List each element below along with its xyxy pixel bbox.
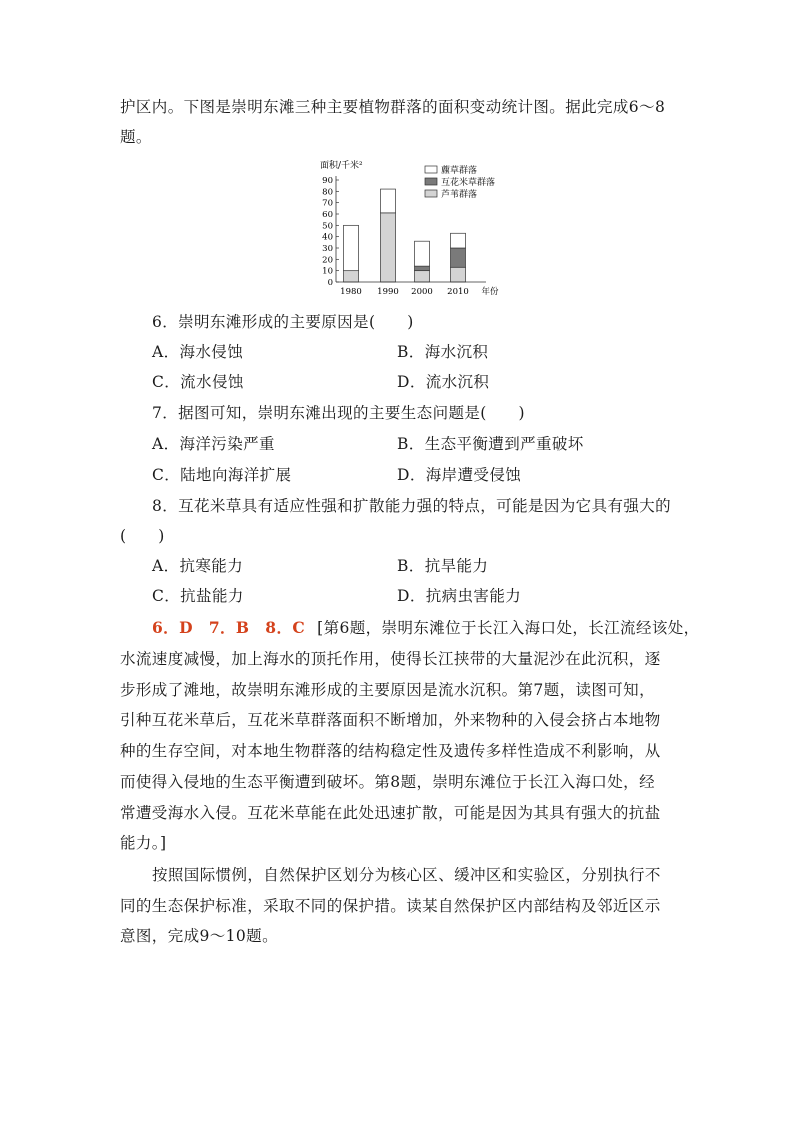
q6-stem: 6．崇明东滩形成的主要原因是( ): [152, 313, 414, 331]
bar-segment-2010: [451, 248, 466, 267]
q6-option-c: C．流水侵蚀: [152, 373, 244, 391]
q8-stem-line-1: 8．互花米草具有适应性强和扩散能力强的特点，可能是因为它具有强大的: [152, 497, 672, 515]
y-axis-label: 面积/千米²: [320, 161, 363, 171]
x-tick-label: 1980: [340, 287, 362, 297]
q8-stem-line-2: ( ): [120, 527, 165, 545]
y-tick-label: 20: [322, 255, 333, 266]
answer-explanation-start: [第6题，崇明东滩位于长江入海口处，长江流经该处，: [317, 619, 700, 637]
q7-option-a: A．海洋污染严重: [152, 435, 275, 453]
q7-option-d: D．海岸遭受侵蚀: [397, 466, 522, 484]
y-tick-label: 0: [327, 278, 333, 288]
answer-line-2: 水流速度减慢，加上海水的顶托作用，使得长江挟带的大量泥沙在此沉积，逐: [120, 650, 661, 668]
answer-line-7: 常遭受海水入侵。互花米草能在此处迅速扩散，可能是因为其具有强大的抗盐: [120, 804, 661, 822]
q8-option-a: A．抗寒能力: [152, 557, 244, 575]
q7-option-b: B．生态平衡遭到严重破坏: [397, 435, 584, 453]
answer-line-1: [152, 617, 700, 639]
y-tick-label: 10: [322, 266, 333, 277]
legend-swatch: [425, 166, 437, 173]
bar-segment-1990: [381, 213, 396, 282]
bar-segment-1980: [344, 271, 359, 282]
bar-segment-2010: [451, 233, 466, 248]
bars: [344, 189, 466, 282]
x-tick-label: 2000: [411, 287, 433, 297]
answer-key: 6．D 7．B 8．C: [152, 618, 306, 637]
y-tick-label: 30: [322, 244, 333, 254]
q6-option-a: A．海水侵蚀: [152, 343, 244, 361]
legend-swatch: [425, 190, 437, 197]
legend-swatch: [425, 178, 437, 185]
intro-line-2: 题。: [120, 128, 152, 146]
y-tick-label: 40: [322, 232, 333, 243]
q7-stem: 7．据图可知，崇明东滩出现的主要生态问题是( ): [152, 404, 525, 422]
legend-label: 藨草群落: [441, 166, 478, 176]
answer-line-3: 步形成了滩地，故崇明东滩形成的主要原因是流水沉积。第7题，读图可知，: [120, 681, 655, 699]
y-tick-label: 70: [322, 198, 333, 209]
x-tick-label: 1990: [377, 287, 399, 297]
answer-line-5: 种的生存空间，对本地生物群落的结构稳定性及遗传多样性造成不利影响，从: [120, 742, 661, 760]
bar-segment-2000: [415, 271, 430, 282]
chart-svg: [318, 158, 518, 300]
next-intro-line-1: 按照国际惯例，自然保护区划分为核心区、缓冲区和实验区，分别执行不: [152, 866, 661, 884]
q8-option-b: B．抗旱能力: [397, 557, 489, 575]
legend-label: 芦苇群落: [441, 190, 478, 200]
q7-option-c: C．陆地向海洋扩展: [152, 466, 292, 484]
x-axis: [336, 282, 499, 297]
bar-segment-2010: [451, 267, 466, 282]
y-tick-label: 80: [322, 187, 333, 198]
chart-legend: [425, 164, 495, 200]
x-tick-label: 2010: [447, 287, 469, 297]
y-axis: [322, 176, 339, 288]
q6-option-b: B．海水沉积: [397, 343, 489, 361]
q8-option-c: C．抗盐能力: [152, 587, 244, 605]
y-tick-label: 60: [322, 210, 333, 220]
next-intro-line-2: 同的生态保护标准，采取不同的保护措。读某自然保护区内部结构及邻近区示: [120, 897, 661, 915]
next-intro-line-3: 意图，完成9～10题。: [120, 927, 278, 945]
bar-segment-1990: [381, 189, 396, 213]
bar-segment-2000: [415, 241, 430, 266]
intro-line-1: 护区内。下图是崇明东滩三种主要植物群落的面积变动统计图。据此完成6～8: [120, 98, 666, 116]
x-axis-label: 年份: [481, 287, 499, 297]
q8-option-d: D．抗病虫害能力: [397, 587, 522, 605]
bar-segment-1980: [344, 225, 359, 270]
q6-option-d: D．流水沉积: [397, 373, 490, 391]
bar-segment-2000: [415, 266, 430, 271]
y-tick-label: 90: [322, 176, 333, 186]
answer-line-6: 而使得入侵地的生态平衡遭到破坏。第8题，崇明东滩位于长江入海口处，经: [120, 773, 655, 791]
area-stacked-bar-chart: [318, 158, 518, 300]
answer-line-8: 能力。]: [120, 834, 167, 852]
y-tick-label: 50: [322, 221, 333, 232]
legend-label: 互花米草群落: [441, 178, 496, 188]
answer-line-4: 引种互花米草后，互花米草群落面积不断增加，外来物种的入侵会挤占本地物: [120, 711, 661, 729]
